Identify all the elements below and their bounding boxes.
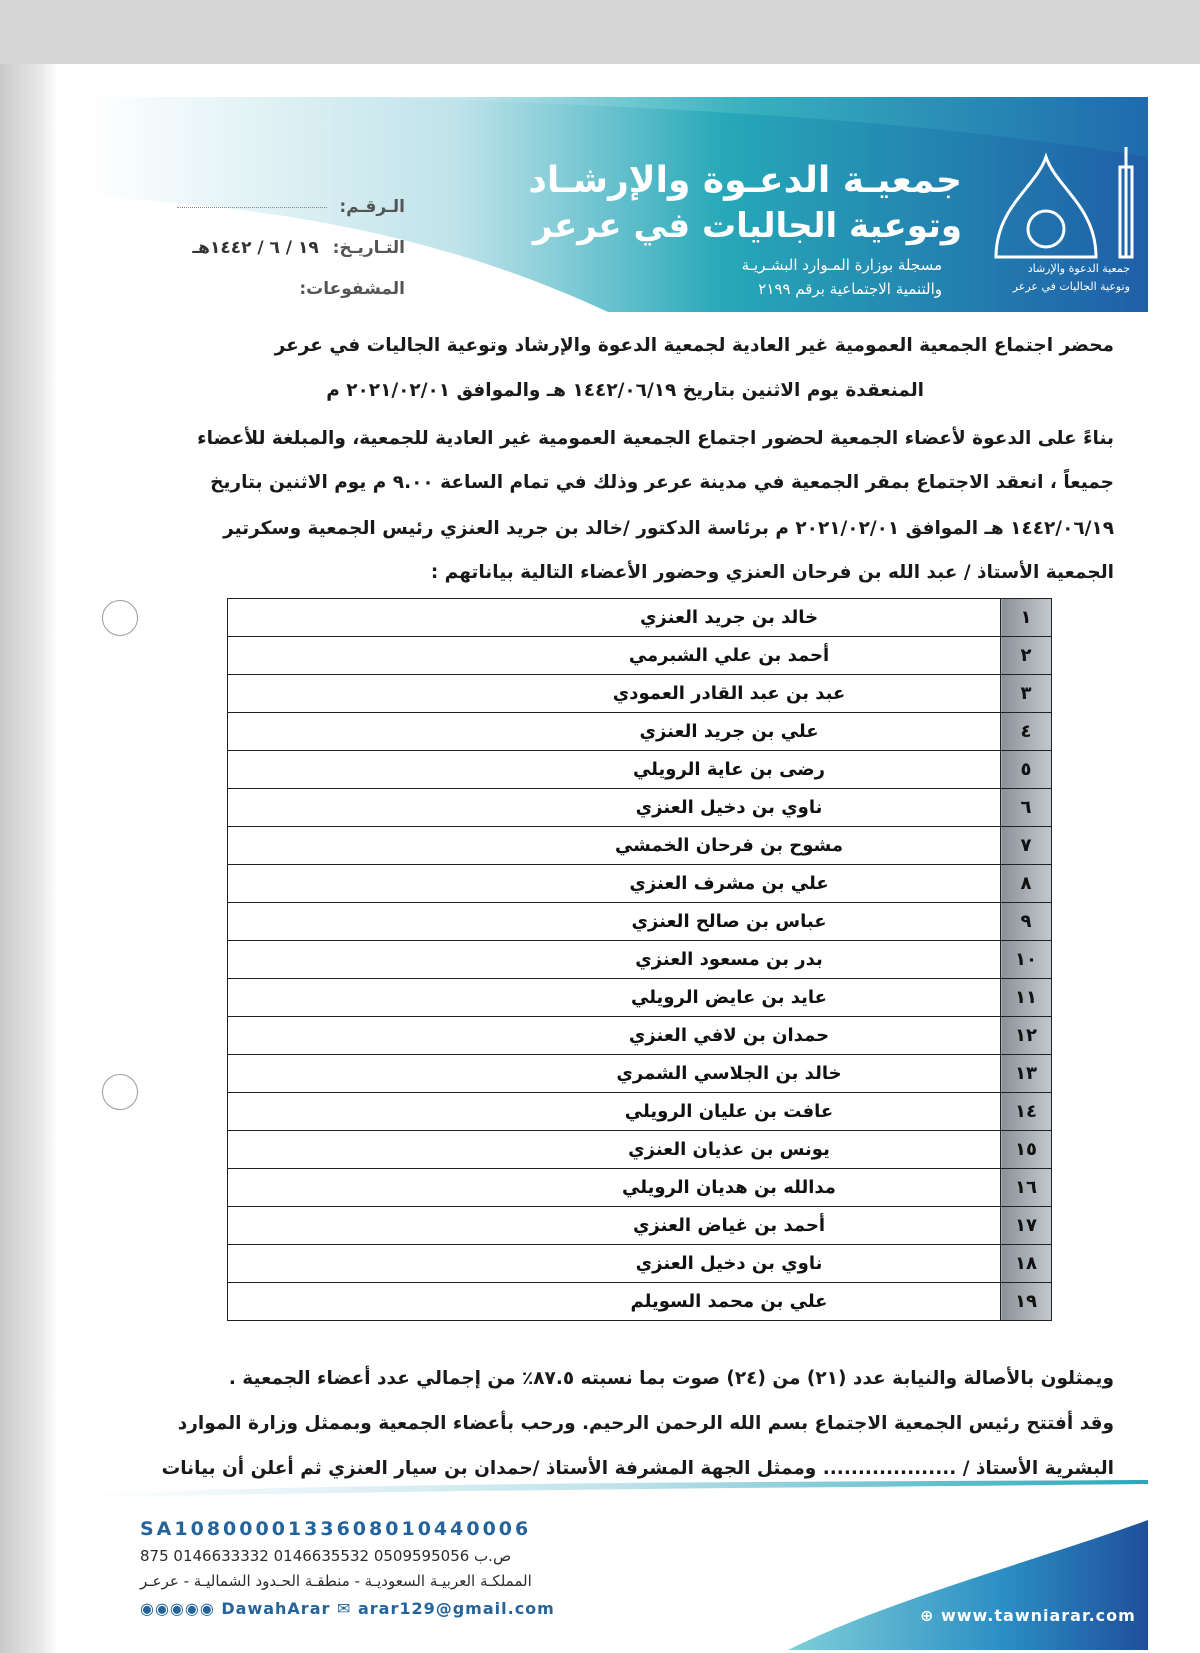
footer-email: arar129@gmail.com	[357, 1599, 555, 1618]
footer-address: المملكـة العربيـة السعوديـة - منطقـة الحـدود الشماليـة - عرعـر	[140, 1572, 532, 1590]
logo-caption-line1: جمعية الدعوة والإرشاد	[1027, 262, 1130, 275]
member-name: بدر بن مسعود العنزي	[228, 941, 1001, 979]
reference-attachments-label: المشفوعات:	[299, 279, 405, 299]
attendance-summary: ويمثلون بالأصالة والنيابة عدد (٢١) من (٢٤) صوت بما نسبته ٨٧.٥٪ من إجمالي عدد أعضاء الجمعية .	[228, 1368, 1114, 1389]
punch-hole	[102, 600, 138, 636]
table-row	[228, 903, 1052, 941]
member-name: عافت بن عليان الرويلي	[228, 1093, 1001, 1131]
member-number: ١٧	[1001, 1207, 1052, 1245]
body-line: الجمعية الأستاذ / عبد الله بن فرحان العنزي وحضور الأعضاء التالية بياناتهم :	[430, 562, 1114, 583]
reference-date-row	[192, 238, 405, 258]
member-name: حمدان بن لافي العنزي	[228, 1017, 1001, 1055]
table-row	[228, 1093, 1052, 1131]
reference-date-value: ١٩ / ٦ / ١٤٤٢هـ	[192, 238, 319, 258]
website-url: www.tawniarar.com	[940, 1606, 1136, 1625]
member-number: ١٣	[1001, 1055, 1052, 1093]
footer-social	[140, 1599, 555, 1618]
table-row	[228, 1131, 1052, 1169]
minutes-subtitle: المنعقدة يوم الاثنين بتاريخ ١٤٤٢/٠٦/١٩ هـ والموافق ٢٠٢١/٠٢/٠١ م	[326, 380, 924, 401]
member-number: ٣	[1001, 675, 1052, 713]
member-number: ١٨	[1001, 1245, 1052, 1283]
member-name: أحمد بن غياض العنزي	[228, 1207, 1001, 1245]
table-row	[228, 1207, 1052, 1245]
member-name: رضى بن عاية الرويلي	[228, 751, 1001, 789]
member-name: ناوي بن دخيل العنزي	[228, 789, 1001, 827]
minutes-title: محضر اجتماع الجمعية العمومية غير العادية لجمعية الدعوة والإرشاد وتوعية الجاليات في عرعر	[274, 335, 1114, 356]
member-number: ٥	[1001, 751, 1052, 789]
table-row	[228, 1283, 1052, 1321]
table-row	[228, 979, 1052, 1017]
footer-contact: 875 ص.ب 0509595056 0146635532 0146633332	[140, 1547, 512, 1565]
reference-number-row	[177, 197, 405, 217]
body-line: جميعاً ، انعقد الاجتماع بمقر الجمعية في مدينة عرعر وذلك في تمام الساعة ٩.٠٠ م يوم الاثنين بتاريخ	[210, 472, 1114, 493]
member-number: ١٩	[1001, 1283, 1052, 1321]
email-icon: ✉	[336, 1599, 352, 1618]
member-number: ١٤	[1001, 1093, 1052, 1131]
logo-caption-line2: وتوعية الجاليات في عرعر	[1012, 280, 1130, 293]
table-row	[228, 1169, 1052, 1207]
reference-attachments-row	[299, 279, 405, 299]
member-name: علي بن محمد السويلم	[228, 1283, 1001, 1321]
member-name: عبد بن عبد القادر العمودي	[228, 675, 1001, 713]
member-number: ١	[1001, 599, 1052, 637]
member-name: علي بن مشرف العنزي	[228, 865, 1001, 903]
member-number: ٦	[1001, 789, 1052, 827]
member-number: ١٢	[1001, 1017, 1052, 1055]
scan-edge-top	[0, 0, 1200, 64]
org-name-line1: جمعيـة الدعـوة والإرشـاد	[528, 160, 962, 201]
body-line: بناءً على الدعوة لأعضاء الجمعية لحضور اجتماع الجمعية العمومية غير العادية للجمعية، والمبلغة للأعضاء	[197, 428, 1114, 449]
table-row	[228, 751, 1052, 789]
table-row	[228, 865, 1052, 903]
reference-number-label: الـرقـم:	[339, 197, 405, 217]
body-line: ١٤٤٢/٠٦/١٩ هـ الموافق ٢٠٢١/٠٢/٠١ م برئاسة الدكتور /خالد بن جريد العنزي رئيس الجمعية وسكرتير	[223, 518, 1114, 539]
members-table	[227, 598, 1052, 1321]
table-row	[228, 1245, 1052, 1283]
footer-iban: SA1080000133608010440006	[140, 1518, 532, 1540]
social-handle: DawahArar	[221, 1599, 331, 1618]
table-row	[228, 1017, 1052, 1055]
reference-date-label: التـاريـخ:	[332, 238, 405, 258]
member-name: علي بن جريد العنزي	[228, 713, 1001, 751]
registration-line1: مسجلة بوزارة المـوارد البشـريـة	[741, 256, 942, 274]
table-row	[228, 713, 1052, 751]
table-row	[228, 941, 1052, 979]
member-number: ٤	[1001, 713, 1052, 751]
table-row	[228, 675, 1052, 713]
member-number: ٧	[1001, 827, 1052, 865]
member-name: مدالله بن هديان الرويلي	[228, 1169, 1001, 1207]
body-line: وقد أفتتح رئيس الجمعية الاجتماع بسم الله الرحمن الرحيم. ورحب بأعضاء الجمعية وبممثل وزارة الموارد	[177, 1413, 1114, 1434]
member-name: يونس بن عذيان العنزي	[228, 1131, 1001, 1169]
member-number: ٨	[1001, 865, 1052, 903]
member-name: خالد بن جريد العنزي	[228, 599, 1001, 637]
reference-number-blank	[177, 207, 327, 208]
member-number: ١١	[1001, 979, 1052, 1017]
social-media-icons: ◉◉◉◉◉	[140, 1599, 222, 1618]
table-row	[228, 789, 1052, 827]
org-name-line2: وتوعية الجاليات في عرعر	[532, 206, 962, 246]
member-number: ١٥	[1001, 1131, 1052, 1169]
member-name: خالد بن الجلاسي الشمري	[228, 1055, 1001, 1093]
member-name: عباس بن صالح العنزي	[228, 903, 1001, 941]
table-row	[228, 1055, 1052, 1093]
member-number: ٩	[1001, 903, 1052, 941]
registration-line2: والتنمية الاجتماعية برقم ٢١٩٩	[758, 280, 942, 298]
scan-edge-left	[0, 64, 58, 1653]
globe-icon: ⊕	[920, 1606, 935, 1625]
table-row	[228, 827, 1052, 865]
footer-website	[920, 1606, 1136, 1625]
member-number: ١٠	[1001, 941, 1052, 979]
punch-hole	[102, 1074, 138, 1110]
member-name: مشوح بن فرحان الخمشي	[228, 827, 1001, 865]
table-row	[228, 599, 1052, 637]
table-row	[228, 637, 1052, 675]
member-name: ناوي بن دخيل العنزي	[228, 1245, 1001, 1283]
member-name: أحمد بن علي الشبرمي	[228, 637, 1001, 675]
body-line: البشرية الأستاذ / ................... وممثل الجهة المشرفة الأستاذ /حمدان بن سيار العنزي ثم أعلن أن بيانات	[161, 1458, 1114, 1479]
member-number: ٢	[1001, 637, 1052, 675]
member-number: ١٦	[1001, 1169, 1052, 1207]
member-name: عايد بن عايض الرويلي	[228, 979, 1001, 1017]
